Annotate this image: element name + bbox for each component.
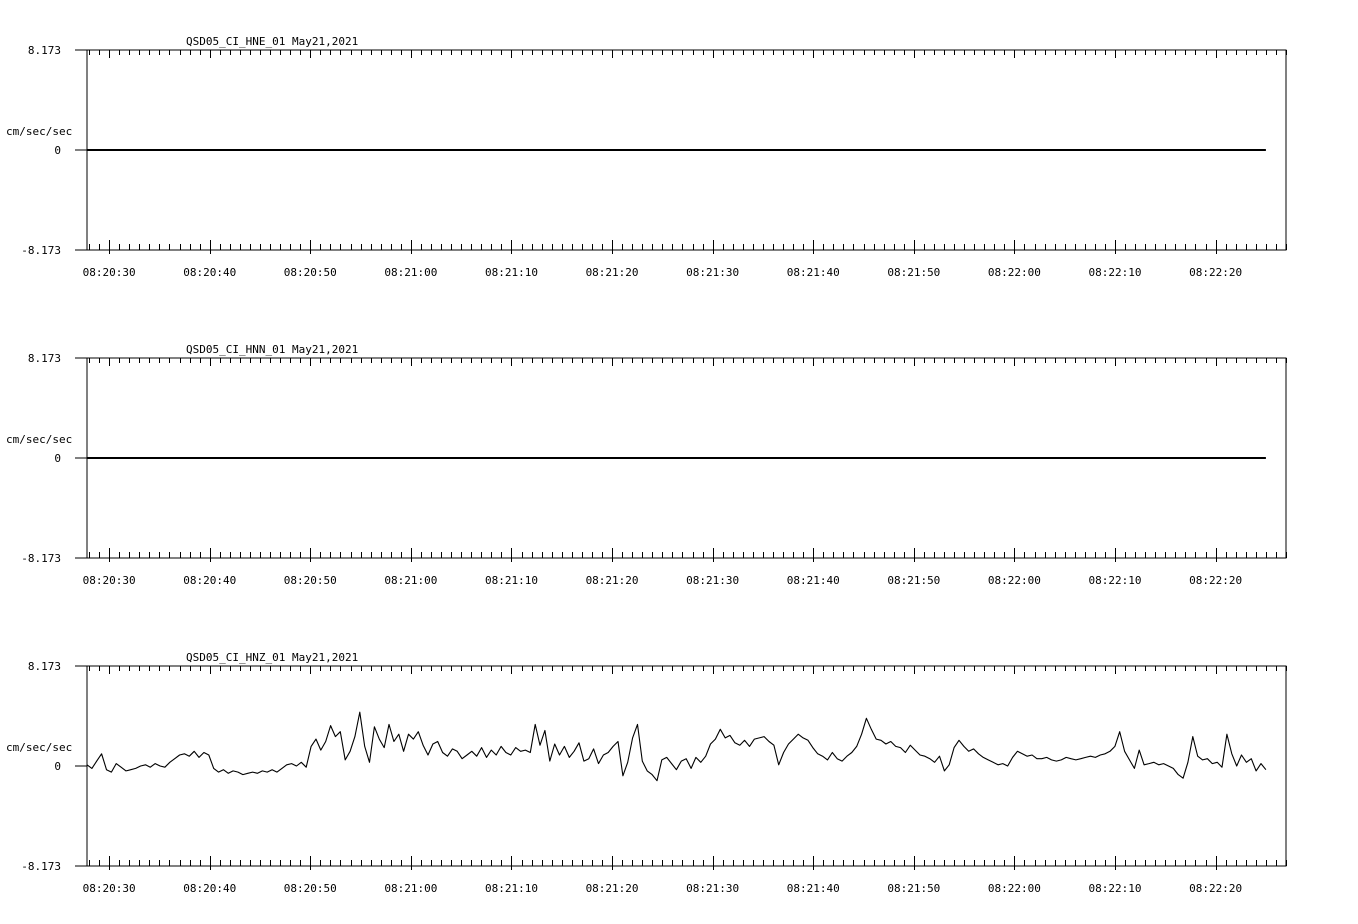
x-tick-label: 08:21:50 [887, 882, 941, 895]
x-tick-label: 08:22:20 [1189, 266, 1243, 279]
x-tick-label: 08:20:40 [183, 882, 237, 895]
panel-3 [6, 651, 1287, 895]
x-tick-label: 08:21:10 [484, 574, 538, 587]
x-tick-label: 08:20:40 [183, 266, 237, 279]
x-tick-label: 08:21:10 [484, 266, 538, 279]
x-tick-label: 08:21:20 [585, 882, 639, 895]
x-tick-label: 08:20:50 [283, 882, 337, 895]
y-tick-label: 0 [54, 760, 61, 773]
x-tick-label: 08:21:30 [686, 266, 740, 279]
x-tick-label: 08:21:00 [384, 266, 438, 279]
x-tick-label: 08:22:20 [1189, 574, 1243, 587]
x-tick-label: 08:21:30 [686, 574, 740, 587]
x-tick-label: 08:21:30 [686, 882, 740, 895]
y-tick-label: 8.173 [27, 44, 61, 57]
y-axis-label: cm/sec/sec [6, 433, 73, 446]
x-tick-label: 08:22:10 [1088, 266, 1142, 279]
plot-frame [87, 666, 1286, 866]
x-tick-label: 08:22:00 [987, 266, 1041, 279]
waveform-trace [87, 712, 1266, 781]
x-tick-label: 08:22:10 [1088, 574, 1142, 587]
y-tick-label: -8.173 [21, 860, 61, 873]
x-tick-label: 08:21:40 [786, 266, 840, 279]
x-tick-label: 08:21:20 [585, 574, 639, 587]
panel-title: QSD05_CI_HNZ_01 May21,2021 [186, 651, 359, 664]
x-tick-label: 08:20:30 [82, 882, 136, 895]
x-tick-label: 08:20:30 [82, 266, 136, 279]
x-tick-label: 08:21:40 [786, 574, 840, 587]
panel-1 [6, 35, 1287, 279]
x-tick-label: 08:20:30 [82, 574, 136, 587]
x-tick-label: 08:21:10 [484, 882, 538, 895]
x-tick-label: 08:21:00 [384, 882, 438, 895]
x-tick-label: 08:21:50 [887, 266, 941, 279]
y-tick-label: 0 [54, 144, 61, 157]
x-tick-label: 08:20:50 [283, 574, 337, 587]
y-tick-label: -8.173 [21, 552, 61, 565]
panel-2 [6, 343, 1287, 587]
x-tick-label: 08:21:50 [887, 574, 941, 587]
x-tick-label: 08:20:50 [283, 266, 337, 279]
x-tick-label: 08:20:40 [183, 574, 237, 587]
x-tick-label: 08:21:00 [384, 574, 438, 587]
x-tick-label: 08:22:10 [1088, 882, 1142, 895]
y-tick-label: 8.173 [27, 352, 61, 365]
panel-title: QSD05_CI_HNE_01 May21,2021 [186, 35, 359, 48]
x-tick-label: 08:21:20 [585, 266, 639, 279]
x-tick-label: 08:22:00 [987, 574, 1041, 587]
y-tick-label: 0 [54, 452, 61, 465]
y-tick-label: 8.173 [27, 660, 61, 673]
panel-title: QSD05_CI_HNN_01 May21,2021 [186, 343, 359, 356]
y-axis-label: cm/sec/sec [6, 741, 73, 754]
y-axis-label: cm/sec/sec [6, 125, 73, 138]
x-tick-label: 08:22:00 [987, 882, 1041, 895]
y-tick-label: -8.173 [21, 244, 61, 257]
x-tick-label: 08:21:40 [786, 882, 840, 895]
x-tick-label: 08:22:20 [1189, 882, 1243, 895]
